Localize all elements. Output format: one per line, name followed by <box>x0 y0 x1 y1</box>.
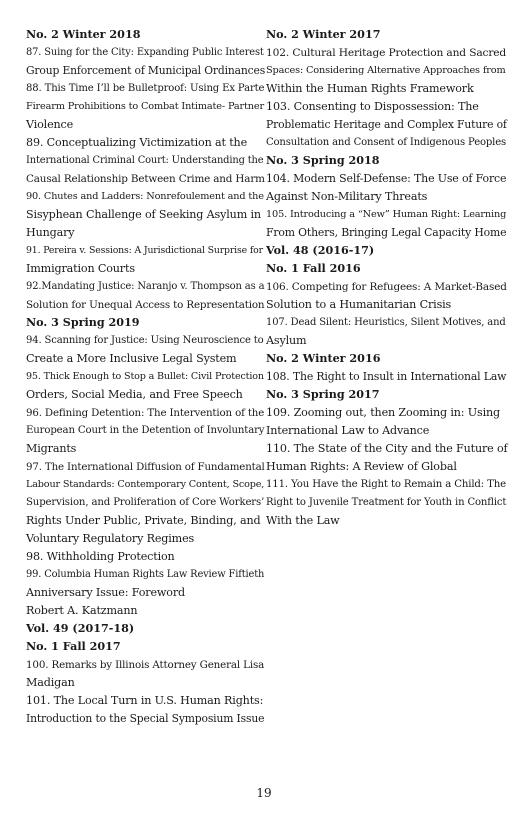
page-number: 19 <box>256 786 272 800</box>
article-entry-line: 104. Modern Self-Defense: The Use of Force <box>266 172 507 185</box>
article-entry-line: Anniversary Issue: Foreword <box>26 586 185 599</box>
issue-heading: No. 1 Fall 2017 <box>26 640 121 653</box>
article-entry-line: 106. Competing for Refugees: A Market-Based <box>266 281 507 293</box>
article-entry-line: Migrants <box>26 442 77 455</box>
article-entry-line: European Court in the Detention of Involuntary <box>26 425 265 436</box>
article-entry-line: 99. Columbia Human Rights Law Review Fiftieth <box>26 569 265 580</box>
article-entry-line: Asylum <box>266 334 307 347</box>
article-entry-line: 105. Introducing a “New” Human Right: Learning <box>266 209 507 220</box>
article-entry-line: Immigration Courts <box>26 262 135 275</box>
article-entry-line: Solution to a Humanitarian Crisis <box>266 298 452 311</box>
right-column <box>266 26 508 530</box>
article-entry-line: Violence <box>26 118 74 131</box>
article-entry-line: 109. Zooming out, then Zooming in: Using <box>266 406 501 419</box>
article-entry-line: 94. Scanning for Justice: Using Neuroscience to <box>26 335 264 346</box>
article-entry-line: 91. Pereira v. Sessions: A Jurisdictional Surprise for <box>26 245 263 256</box>
article-entry-line: 97. The International Diffusion of Fundamental <box>26 461 265 473</box>
article-entry-line: International Criminal Court: Understanding the <box>26 155 264 166</box>
article-entry-line: 108. The Right to Insult in International Law <box>266 370 507 383</box>
article-entry-line: Labour Standards: Contemporary Content, Scope, <box>26 479 265 490</box>
article-entry-line: 89. Conceptualizing Victimization at the <box>26 136 248 149</box>
article-entry-line: Human Rights: A Review of Global <box>266 460 457 473</box>
article-entry-line: International Law to Advance <box>266 424 430 437</box>
article-entry-line: Against Non-Military Threats <box>266 190 428 203</box>
article-entry-line: 111. You Have the Right to Remain a Child: The <box>266 479 506 490</box>
article-entry-line: Create a More Inclusive Legal System <box>26 352 237 365</box>
issue-heading: No. 3 Spring 2019 <box>26 316 140 329</box>
article-entry-line: 92.Mandating Justice: Naranjo v. Thompson as a <box>26 281 265 292</box>
article-entry-line: Sisyphean Challenge of Seeking Asylum in <box>26 208 261 221</box>
article-entry-line: 95. Thick Enough to Stop a Bullet: Civil Protection <box>26 371 264 382</box>
article-entry-line: 98. Withholding Protection <box>26 550 175 563</box>
article-entry-line: 88. This Time I’ll be Bulletproof: Using Ex Parte <box>26 83 265 94</box>
article-entry-line: 96. Defining Detention: The Intervention of the <box>26 407 265 419</box>
article-entry-line: 100. Remarks by Illinois Attorney General Lisa <box>26 659 265 671</box>
article-entry-line: 103. Consenting to Dispossession: The <box>266 100 479 113</box>
article-entry-line: 107. Dead Silent: Heuristics, Silent Motives, and <box>266 317 506 328</box>
article-entry-line: Problematic Heritage and Complex Future of <box>266 118 507 131</box>
article-entry-line: Causal Relationship Between Crime and Harm <box>26 173 265 185</box>
article-entry-line: Supervision, and Proliferation of Core Workers’ <box>26 497 265 508</box>
article-entry-line: 102. Cultural Heritage Protection and Sacred <box>266 46 507 59</box>
issue-heading: No. 1 Fall 2016 <box>266 262 361 275</box>
issue-heading: No. 2 Winter 2016 <box>266 352 381 365</box>
issue-heading: No. 2 Winter 2017 <box>266 28 381 41</box>
issue-heading: No. 3 Spring 2017 <box>266 388 380 401</box>
article-entry-line: With the Law <box>266 514 340 527</box>
article-entry-line: Right to Juvenile Treatment for Youth in Conflict <box>266 497 507 508</box>
article-entry-line: Rights Under Public, Private, Binding, and <box>26 514 261 527</box>
article-entry-line: Spaces: Considering Alternative Approaches from <box>266 65 506 76</box>
article-entry-line: Robert A. Katzmann <box>26 604 138 617</box>
article-entry-line: Solution for Unequal Access to Representation <box>26 299 265 311</box>
left-column <box>26 26 266 728</box>
issue-heading: No. 3 Spring 2018 <box>266 154 380 167</box>
article-entry-line: 110. The State of the City and the Future of <box>266 442 508 455</box>
article-entry-line: 90. Chutes and Ladders: Nonrefoulement and the <box>26 191 264 202</box>
article-entry-line: From Others, Bringing Legal Capacity Home <box>266 226 507 239</box>
article-entry-line: Consultation and Consent of Indigenous Peoples <box>266 137 507 148</box>
article-entry-line: Firearm Prohibitions to Combat Intimate- Partner <box>26 101 264 112</box>
article-entry-line: Hungary <box>26 226 75 239</box>
issue-heading: Vol. 49 (2017-18) <box>26 622 135 635</box>
article-entry-line: 87. Suing for the City: Expanding Public Interest <box>26 47 264 58</box>
issue-heading: No. 2 Winter 2018 <box>26 28 141 41</box>
article-entry-line: Voluntary Regulatory Regimes <box>26 532 195 545</box>
article-entry-line: Madigan <box>26 676 75 689</box>
article-entry-line: Within the Human Rights Framework <box>266 82 474 95</box>
issue-heading: Vol. 48 (2016-17) <box>266 244 375 257</box>
article-entry-line: Introduction to the Special Symposium Issue <box>26 712 265 725</box>
article-entry-line: Group Enforcement of Municipal Ordinances <box>26 64 266 77</box>
article-entry-line: Orders, Social Media, and Free Speech <box>26 388 243 401</box>
article-entry-line: 101. The Local Turn in U.S. Human Rights: <box>26 694 264 707</box>
